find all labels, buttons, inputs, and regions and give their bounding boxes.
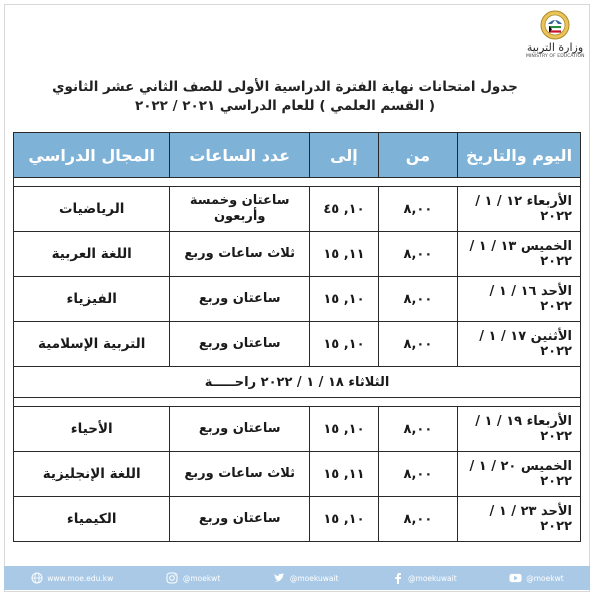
cell-day-date: الأحد ١٦ / ١ / ٢٠٢٢ [458, 277, 581, 322]
table-row [14, 277, 581, 322]
table-row [14, 187, 581, 232]
cell-from: ٨,٠٠ [378, 277, 457, 322]
cell-from: ٨,٠٠ [378, 187, 457, 232]
cell-to: ١٠, ١٥ [310, 322, 379, 367]
instagram-icon [166, 572, 179, 585]
header-to: إلى [310, 133, 379, 178]
cell-from: ٨,٠٠ [378, 452, 457, 497]
page-title [40, 78, 530, 116]
spacer-row [14, 178, 581, 187]
cell-to: ١١, ١٥ [310, 232, 379, 277]
cell-day-date: الأحد ٢٣ / ١ / ٢٠٢٢ [458, 497, 581, 542]
footer-instagram-text: @moekwt [182, 573, 221, 583]
cell-from: ٨,٠٠ [378, 497, 457, 542]
cell-from: ٨,٠٠ [378, 407, 457, 452]
header-from: من [378, 133, 457, 178]
cell-hours: ثلاث ساعات وربع [170, 232, 310, 277]
cell-day-date: الخميس ١٣ / ١ / ٢٠٢٢ [458, 232, 581, 277]
cell-to: ١٠, ١٥ [310, 497, 379, 542]
footer-facebook-text: @moekuwait [408, 573, 457, 583]
cell-day-date: الأربعاء ١٩ / ١ / ٢٠٢٢ [458, 407, 581, 452]
footer-website-link[interactable] [30, 572, 113, 585]
cell-hours: ساعتان وربع [170, 277, 310, 322]
cell-to: ١٠, ١٥ [310, 277, 379, 322]
logo-arabic-text: وزارة التربية [526, 41, 584, 54]
globe-icon [30, 572, 43, 585]
cell-subject: الرياضيات [14, 187, 170, 232]
cell-hours: ساعتان وربع [170, 322, 310, 367]
table-row [14, 322, 581, 367]
header-hours: عدد الساعات [170, 133, 310, 178]
cell-day-date: الخميس ٢٠ / ١ / ٢٠٢٢ [458, 452, 581, 497]
facebook-icon [391, 572, 404, 585]
cell-hours: ساعتان وربع [170, 497, 310, 542]
cell-hours: ساعتان وربع [170, 407, 310, 452]
cell-to: ١٠, ١٥ [310, 407, 379, 452]
logo-english-text: MINISTRY OF EDUCATION [526, 54, 585, 59]
cell-subject: اللغة الإنجليزية [14, 452, 170, 497]
twitter-icon [273, 572, 286, 585]
cell-to: ١٠, ٤٥ [310, 187, 379, 232]
cell-hours: ثلاث ساعات وربع [170, 452, 310, 497]
cell-day-date: الأثنين ١٧ / ١ / ٢٠٢٢ [458, 322, 581, 367]
footer-twitter-link[interactable] [273, 572, 339, 585]
cell-day-date: الأربعاء ١٢ / ١ / ٢٠٢٢ [458, 187, 581, 232]
cell-to: ١١, ١٥ [310, 452, 379, 497]
footer-youtube-text: @moekwt [526, 573, 564, 583]
cell-subject: الفيزياء [14, 277, 170, 322]
cell-subject: التربية الإسلامية [14, 322, 170, 367]
cell-subject: الأحياء [14, 407, 170, 452]
exam-schedule-table [13, 132, 581, 542]
kuwait-emblem-icon [540, 10, 570, 40]
cell-from: ٨,٠٠ [378, 322, 457, 367]
spacer-cell [14, 398, 581, 407]
cell-subject: اللغة العربية [14, 232, 170, 277]
spacer-cell [14, 178, 581, 187]
rest-day-cell: الثلاثاء ١٨ / ١ / ٢٠٢٢ راحـــــة [14, 367, 581, 398]
cell-subject: الكيمياء [14, 497, 170, 542]
footer-youtube-link[interactable] [509, 572, 563, 585]
rest-day-row [14, 367, 581, 398]
table-row [14, 497, 581, 542]
social-footer-bar [4, 566, 590, 590]
youtube-icon [509, 572, 522, 585]
footer-facebook-link[interactable] [391, 572, 457, 585]
title-line-1: جدول امتحانات نهاية الفترة الدراسية الأولى للصف الثاني عشر الثانوي [52, 79, 518, 95]
cell-hours: ساعتان وخمسة وأربعون [170, 187, 310, 232]
header-subject: المجال الدراسي [14, 133, 170, 178]
table-row [14, 407, 581, 452]
table-row [14, 452, 581, 497]
spacer-row [14, 398, 581, 407]
table-row [14, 232, 581, 277]
footer-twitter-text: @moekuwait [289, 573, 339, 583]
title-line-2: ( القسم العلمي ) للعام الدراسي ٢٠٢١ / ٢٠٢٢ [134, 98, 436, 114]
ministry-logo [526, 10, 584, 74]
cell-from: ٨,٠٠ [378, 232, 457, 277]
footer-website-text: www.moe.edu.kw [47, 573, 114, 583]
table-header-row [14, 133, 581, 178]
footer-instagram-link[interactable] [166, 572, 220, 585]
header-day-date: اليوم والتاريخ [458, 133, 581, 178]
